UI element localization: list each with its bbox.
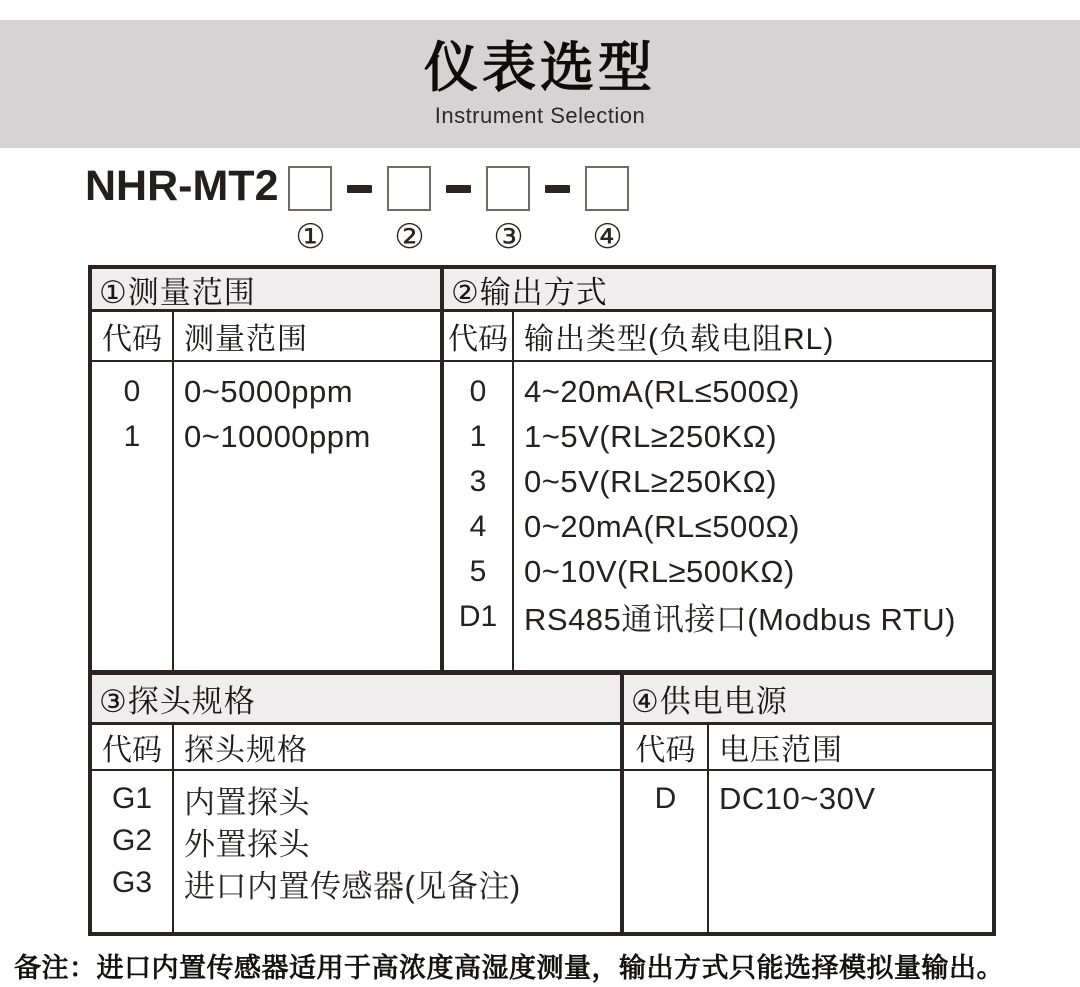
section-2-body [444, 362, 992, 670]
table-cell: 0~10V(RL≥500KΩ) [524, 553, 795, 589]
column-header-desc: 测量范围 [184, 323, 308, 356]
model-box-4 [585, 166, 629, 211]
table-cell: 0~20mA(RL≤500Ω) [524, 508, 801, 544]
section-4-column-headers [624, 725, 992, 771]
section-3-title: ③探头规格 [92, 675, 620, 725]
column-header-code: 代码 [444, 312, 514, 360]
section-output-mode [444, 269, 992, 670]
table-cell: 5 [469, 554, 487, 588]
table-cell: 0~5000ppm [184, 373, 354, 409]
model-box-3 [486, 166, 530, 211]
section-4-descs [709, 771, 992, 932]
section-3-column-headers [92, 725, 620, 771]
table-cell: G1 [111, 782, 153, 815]
section-3-codes [92, 771, 174, 932]
model-slot-4 [585, 160, 629, 255]
footnote: 备注：进口内置传感器适用于高浓度高湿度测量，输出方式只能选择模拟量输出。 [14, 953, 1004, 983]
table-cell: 1~5V(RL≥250KΩ) [524, 418, 778, 454]
column-header-desc: 探头规格 [184, 734, 308, 767]
table-cell: 1 [469, 419, 487, 453]
section-1-body [92, 362, 440, 670]
model-prefix: NHR-MT2 [85, 162, 279, 210]
table-cell: 0 [469, 374, 487, 408]
column-header-desc: 电压范围 [719, 734, 843, 767]
column-header-code: 代码 [624, 725, 709, 769]
table-cell: G3 [111, 866, 153, 899]
model-code-line [85, 160, 629, 255]
table-cell: DC10~30V [719, 781, 876, 816]
section-1-codes [92, 362, 174, 670]
section-probe-spec [92, 675, 624, 932]
page-subtitle: Instrument Selection [434, 102, 646, 128]
model-box-2 [387, 166, 431, 211]
circled-number-1: ① [295, 218, 326, 256]
dash-separator [545, 185, 570, 193]
circled-number-4: ④ [592, 218, 623, 256]
section-1-column-headers [92, 312, 440, 362]
table-lower-half [92, 675, 992, 932]
table-upper-half [92, 269, 992, 675]
column-header-code: 代码 [92, 725, 174, 769]
table-cell: 4~20mA(RL≤500Ω) [524, 373, 801, 409]
section-4-body [624, 771, 992, 932]
table-cell: 4 [469, 509, 487, 543]
section-2-codes [444, 362, 514, 670]
section-2-column-headers [444, 312, 992, 362]
section-1-title: ①测量范围 [92, 269, 440, 312]
table-cell: 3 [469, 464, 487, 498]
table-cell: 0~10000ppm [184, 418, 371, 454]
dash-separator [446, 185, 471, 193]
table-cell: RS485通讯接口(Modbus RTU) [524, 602, 956, 637]
table-cell: G2 [111, 824, 153, 857]
section-2-title: ②输出方式 [444, 269, 992, 312]
circled-number-3: ③ [493, 218, 524, 256]
section-2-descs [514, 362, 992, 670]
title-band [0, 20, 1080, 148]
section-4-title: ④供电电源 [624, 675, 992, 725]
model-slot-1 [288, 160, 332, 255]
section-4-codes [624, 771, 709, 932]
table-cell: D [654, 782, 677, 815]
model-box-1 [288, 166, 332, 211]
table-cell: 0~5V(RL≥250KΩ) [524, 463, 778, 499]
table-cell: 内置探头 [184, 784, 310, 820]
model-slot-3 [486, 160, 530, 255]
section-power-supply [624, 675, 992, 932]
table-cell: 外置探头 [184, 826, 310, 862]
circled-number-2: ② [394, 218, 425, 256]
page-title: 仪表选型 [424, 38, 656, 99]
table-cell: 1 [123, 419, 141, 453]
table-cell: 进口内置传感器(见备注) [184, 868, 521, 904]
section-1-descs [174, 362, 440, 670]
selection-table [88, 265, 996, 936]
section-measurement-range [92, 269, 444, 670]
section-3-body [92, 771, 620, 932]
column-header-code: 代码 [92, 312, 174, 360]
dash-separator [347, 185, 372, 193]
table-cell: 0 [123, 374, 141, 408]
model-slot-2 [387, 160, 431, 255]
section-3-descs [174, 771, 620, 932]
column-header-desc: 输出类型(负载电阻RL) [524, 323, 835, 356]
table-cell: D1 [458, 599, 498, 633]
